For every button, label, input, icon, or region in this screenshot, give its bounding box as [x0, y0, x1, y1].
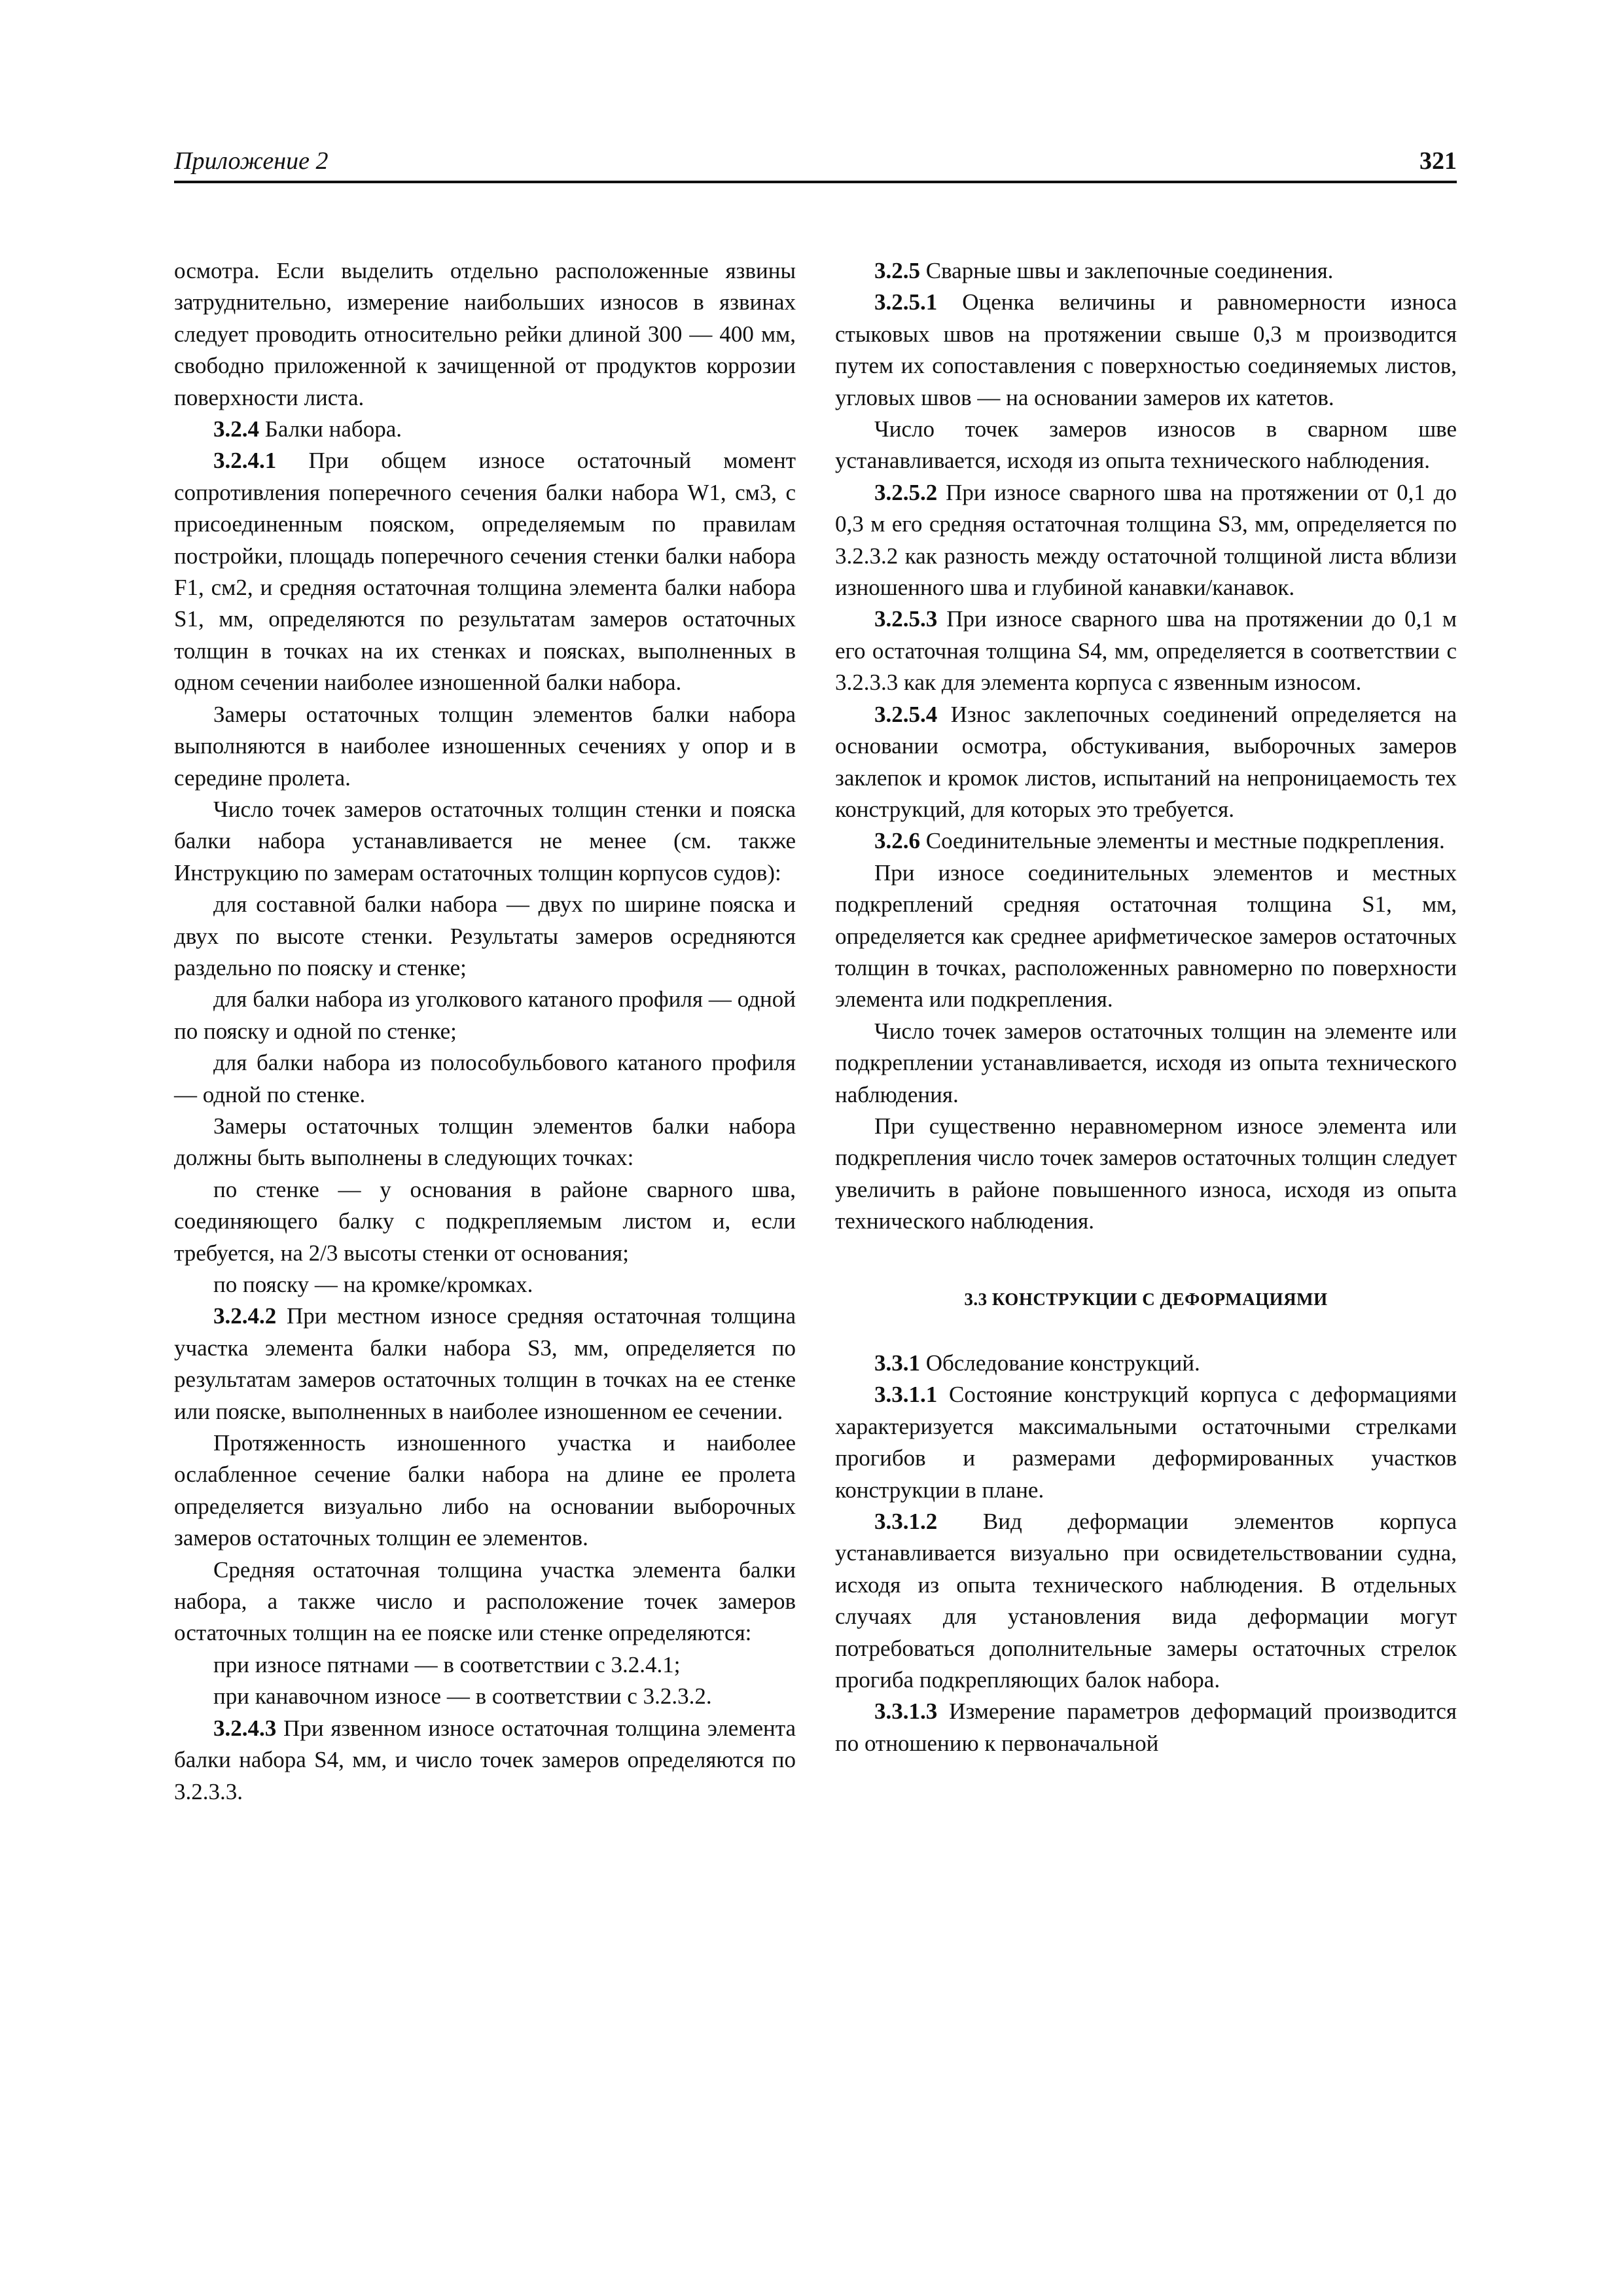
clause-number: 3.2.4.2 — [213, 1303, 277, 1329]
paragraph: по стенке — у основания в районе сварного шва, соединяющего балку с подкрепляемым листом и, если требуется, на 2/3 высоты стенки от основания; — [174, 1176, 796, 1266]
clause-number: 3.3.1 — [874, 1350, 920, 1376]
paragraph: по пояску — на кромке/кромках. — [213, 1272, 533, 1297]
paragraph — [835, 1696, 1457, 1759]
paragraph: Замеры остаточных толщин элементов балки набора должны быть выполнены в следующих точках: — [174, 1113, 796, 1171]
paragraph — [835, 1506, 1457, 1696]
paragraph — [174, 445, 796, 698]
paragraph: Число точек замеров остаточных толщин стенки и пояска балки набора устанавливается не менее (см. также Инструкцию по замерам остаточных толщин корпусов судов): — [174, 796, 796, 886]
page-number: 321 — [1419, 147, 1457, 175]
clause-number: 3.3.1.1 — [874, 1382, 938, 1408]
paragraph-text: При общем износе остаточный момент сопротивления поперечного сечения балки набора W1, см3, с присоединенным пояском, определяемым по правилам постройки, площадь поперечного сечения стенки балки набора F1, см2, и средняя остаточная толщина элемента балки набора S1, мм, определяются по результатам замеров остаточных толщин в точках на их стенках и поясках, выполненных в одном сечении наиболее изношенной балки набора. — [174, 448, 796, 696]
paragraph: Протяженность изношенного участка и наиболее ослабленное сечение балки набора на длине ее пролета определяется визуально либо на основании выборочных замеров остаточных толщин ее элементов. — [174, 1430, 796, 1551]
section-heading: 3.3 КОНСТРУКЦИИ С ДЕФОРМАЦИЯМИ — [964, 1289, 1328, 1309]
subsection-heading — [835, 1348, 1457, 1379]
clause-number: 3.3.1.2 — [874, 1509, 938, 1535]
subsection-heading — [174, 414, 796, 445]
clause-number: 3.2.5.1 — [874, 289, 938, 315]
heading-text: Обследование конструкций. — [920, 1350, 1200, 1376]
clause-number: 3.2.5.2 — [874, 479, 938, 505]
paragraph — [174, 1300, 796, 1427]
clause-number: 3.2.4.3 — [213, 1715, 277, 1741]
paragraph: Число точек замеров износов в сварном шве устанавливается, исходя из опыта технического наблюдения. — [835, 416, 1457, 474]
paragraph-text: Состояние конструкций корпуса с деформациями характеризуется максимальными остаточными стрелками прогибов и размерами деформированных участков конструкции в плане. — [835, 1382, 1457, 1503]
subsection-heading — [835, 255, 1457, 287]
paragraph: Средняя остаточная толщина участка элемента балки набора, а также число и расположение точек замеров остаточных толщин на ее пояске или стенке определяются: — [174, 1556, 796, 1646]
left-column — [174, 255, 796, 1808]
paragraph — [835, 287, 1457, 414]
heading-text: Балки набора. — [259, 416, 402, 442]
paragraph-text: Износ заклепочных соединений определяется на основании осмотра, обстукивания, выборочных замеров заклепок и кромок листов, испытаний на непроницаемость тех конструкций, для которых это требуется. — [835, 701, 1457, 822]
clause-number: 3.2.6 — [874, 828, 920, 854]
paragraph — [835, 477, 1457, 604]
paragraph — [835, 699, 1457, 826]
paragraph-text: При язвенном износе остаточная толщина элемента балки набора S4, мм, и число точек замеров определяются по 3.2.3.3. — [174, 1715, 796, 1804]
paragraph: При износе соединительных элементов и местных подкреплений средняя остаточная толщина S1, мм, определяется как среднее арифметическое замеров остаточных толщин в точках, расположенных равномерно по поверхности элемента или подкрепления. — [835, 859, 1457, 1013]
paragraph: Число точек замеров остаточных толщин на элементе или подкреплении устанавливается, исходя из опыта технического наблюдения. — [835, 1018, 1457, 1107]
paragraph: При существенно неравномерном износе элемента или подкрепления число точек замеров остаточных толщин следует увеличить в районе повышенного износа, исходя из опыта технического наблюдения. — [835, 1113, 1457, 1234]
paragraph: Замеры остаточных толщин элементов балки набора выполняются в наиболее изношенных сечениях у опор и в середине пролета. — [174, 701, 796, 791]
paragraph — [174, 1713, 796, 1808]
running-title: Приложение 2 — [174, 147, 329, 175]
clause-number: 3.3.1.3 — [874, 1698, 938, 1725]
paragraph-text: При износе сварного шва на протяжении от 0,1 до 0,3 м его средняя остаточная толщина S3, мм, определяется по 3.2.3.2 как разность между остаточной толщиной листа вблизи изношенного шва и глубиной канавки/канавок. — [835, 479, 1457, 601]
paragraph-text: Вид деформации элементов корпуса устанавливается визуально при освидетельствовании судна, исходя из опыта технического наблюдения. В отдельных случаях для установления вида деформации могут потребоваться дополнительные замеры остаточных стрелок прогиба подкрепляющих балок набора. — [835, 1509, 1457, 1693]
paragraph: при износе пятнами — в соответствии с 3.2.4.1; — [213, 1651, 681, 1677]
paragraph: для балки набора из полособульбового катаного профиля — одной по стенке. — [174, 1050, 796, 1107]
clause-number: 3.2.4.1 — [213, 448, 277, 474]
paragraph: для составной балки набора — двух по ширине пояска и двух по высоте стенки. Результаты замеров осредняются раздельно по пояску и стенке; — [174, 891, 796, 980]
clause-number: 3.2.5 — [874, 258, 920, 283]
paragraph: для балки набора из уголкового катаного профиля — одной по пояску и одной по стенке; — [174, 986, 796, 1044]
paragraph — [835, 1379, 1457, 1506]
paragraph — [835, 603, 1457, 698]
paragraph: осмотра. Если выделить отдельно расположенные язвины затруднительно, измерение наибольших износов в язвинах следует проводить относительно рейки длиной 300 — 400 мм, свободно приложенной к зачищенной от продуктов коррозии поверхности листа. — [174, 258, 796, 410]
paragraph-text: Измерение параметров деформаций производится по отношению к первоначальной — [835, 1698, 1457, 1756]
subsection-heading — [835, 825, 1457, 857]
paragraph-text: Оценка величины и равномерности износа стыковых швов на протяжении свыше 0,3 м производится путем их сопоставления с поверхностью соединяемых листов, угловых швов — на основании замеров их катетов. — [835, 289, 1457, 410]
page-header — [174, 143, 1457, 183]
heading-text: Соединительные элементы и местные подкрепления. — [920, 828, 1445, 854]
paragraph-text: При местном износе средняя остаточная толщина участка элемента балки набора S3, мм, определяется по результатам замеров остаточных толщин в точках на ее стенке или пояске, выполненных в наиболее изношенном ее сечении. — [174, 1303, 796, 1424]
clause-number: 3.2.4 — [213, 416, 259, 442]
paragraph-text: При износе сварного шва на протяжении до 0,1 м его остаточная толщина S4, мм, определяется в соответствии с 3.2.3.3 как для элемента корпуса с язвенным износом. — [835, 606, 1457, 696]
paragraph: при канавочном износе — в соответствии с 3.2.3.2. — [213, 1683, 712, 1710]
heading-text: Сварные швы и заклепочные соединения. — [920, 258, 1334, 283]
right-column — [835, 255, 1457, 1759]
clause-number: 3.2.5.3 — [874, 606, 938, 632]
clause-number: 3.2.5.4 — [874, 701, 938, 727]
